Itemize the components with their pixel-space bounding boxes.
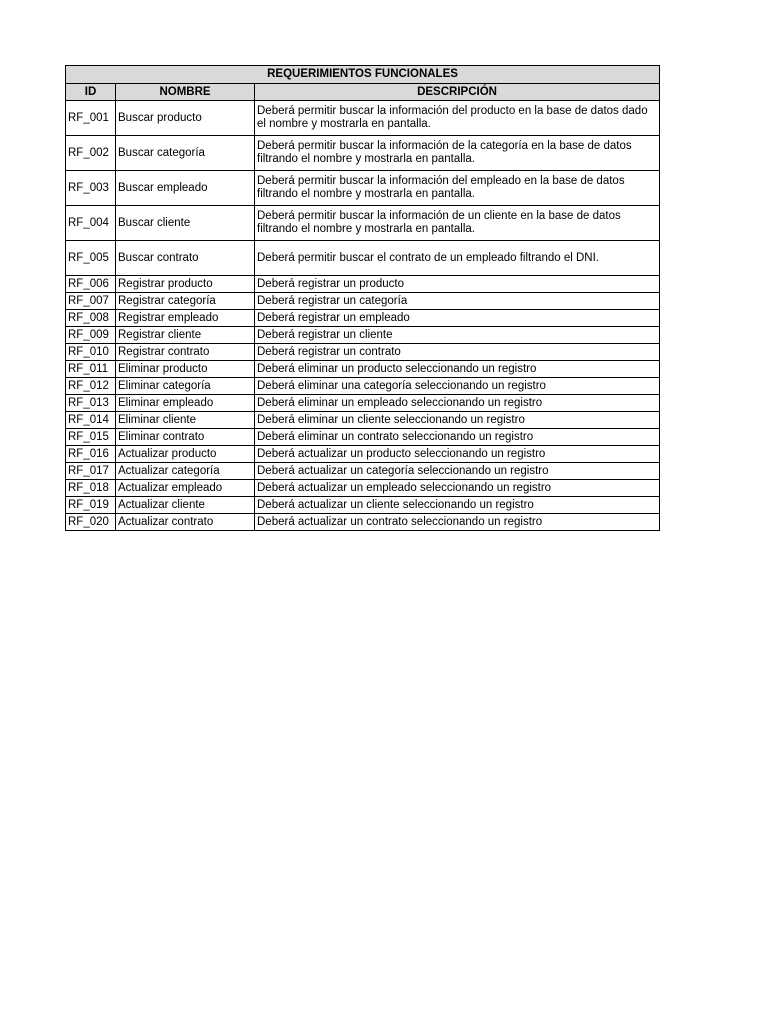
- row-name: Buscar empleado: [116, 171, 255, 206]
- row-description: Deberá actualizar un cliente seleccionando un registro: [255, 497, 660, 514]
- table-row: [66, 171, 660, 206]
- table-row: [66, 293, 660, 310]
- row-id: RF_019: [66, 497, 116, 514]
- row-name: Buscar contrato: [116, 241, 255, 276]
- row-description: Deberá eliminar un producto seleccionando un registro: [255, 361, 660, 378]
- table-row: [66, 429, 660, 446]
- row-id: RF_013: [66, 395, 116, 412]
- table-title-row: [66, 66, 660, 84]
- column-header-name: NOMBRE: [116, 84, 255, 101]
- table-row: [66, 463, 660, 480]
- row-description: Deberá permitir buscar la información de un cliente en la base de datos filtrando el nombre y mostrarla en pantalla.: [255, 206, 660, 241]
- row-id: RF_006: [66, 276, 116, 293]
- row-name: Buscar categoría: [116, 136, 255, 171]
- table-row: [66, 327, 660, 344]
- row-id: RF_002: [66, 136, 116, 171]
- row-id: RF_010: [66, 344, 116, 361]
- row-name: Actualizar contrato: [116, 514, 255, 531]
- table-title: REQUERIMIENTOS FUNCIONALES: [66, 66, 660, 84]
- row-description: Deberá registrar un cliente: [255, 327, 660, 344]
- row-name: Actualizar categoría: [116, 463, 255, 480]
- requirements-sheet: [65, 65, 659, 531]
- row-id: RF_005: [66, 241, 116, 276]
- row-name: Eliminar empleado: [116, 395, 255, 412]
- row-name: Buscar cliente: [116, 206, 255, 241]
- table-row: [66, 241, 660, 276]
- row-id: RF_003: [66, 171, 116, 206]
- row-description: Deberá actualizar un empleado seleccionando un registro: [255, 480, 660, 497]
- row-description: Deberá actualizar un producto seleccionando un registro: [255, 446, 660, 463]
- table-header-row: [66, 84, 660, 101]
- row-id: RF_007: [66, 293, 116, 310]
- row-name: Actualizar cliente: [116, 497, 255, 514]
- row-id: RF_014: [66, 412, 116, 429]
- row-description: Deberá permitir buscar la información del producto en la base de datos dado el nombre y mostrarla en pantalla.: [255, 101, 660, 136]
- table-row: [66, 395, 660, 412]
- requirements-table: [65, 65, 660, 531]
- row-name: Registrar producto: [116, 276, 255, 293]
- table-row: [66, 310, 660, 327]
- row-id: RF_016: [66, 446, 116, 463]
- row-name: Registrar categoría: [116, 293, 255, 310]
- row-id: RF_017: [66, 463, 116, 480]
- table-row: [66, 378, 660, 395]
- column-header-id: ID: [66, 84, 116, 101]
- row-name: Eliminar categoría: [116, 378, 255, 395]
- row-id: RF_011: [66, 361, 116, 378]
- row-description: Deberá actualizar un categoría seleccionando un registro: [255, 463, 660, 480]
- row-id: RF_009: [66, 327, 116, 344]
- row-description: Deberá actualizar un contrato seleccionando un registro: [255, 514, 660, 531]
- table-row: [66, 136, 660, 171]
- row-id: RF_020: [66, 514, 116, 531]
- row-description: Deberá eliminar un cliente seleccionando un registro: [255, 412, 660, 429]
- row-id: RF_015: [66, 429, 116, 446]
- column-header-description: DESCRIPCIÓN: [255, 84, 660, 101]
- row-id: RF_008: [66, 310, 116, 327]
- table-row: [66, 276, 660, 293]
- row-name: Actualizar empleado: [116, 480, 255, 497]
- table-row: [66, 206, 660, 241]
- row-description: Deberá permitir buscar la información de la categoría en la base de datos filtrando el nombre y mostrarla en pantalla.: [255, 136, 660, 171]
- table-row: [66, 361, 660, 378]
- row-id: RF_001: [66, 101, 116, 136]
- row-description: Deberá eliminar un contrato seleccionando un registro: [255, 429, 660, 446]
- row-id: RF_012: [66, 378, 116, 395]
- row-description: Deberá registrar un empleado: [255, 310, 660, 327]
- row-description: Deberá eliminar una categoría seleccionando un registro: [255, 378, 660, 395]
- row-id: RF_004: [66, 206, 116, 241]
- table-row: [66, 344, 660, 361]
- table-row: [66, 497, 660, 514]
- row-name: Actualizar producto: [116, 446, 255, 463]
- row-description: Deberá registrar un contrato: [255, 344, 660, 361]
- table-row: [66, 480, 660, 497]
- row-description: Deberá permitir buscar la información del empleado en la base de datos filtrando el nombre y mostrarla en pantalla.: [255, 171, 660, 206]
- table-row: [66, 446, 660, 463]
- row-name: Buscar producto: [116, 101, 255, 136]
- row-name: Registrar empleado: [116, 310, 255, 327]
- row-description: Deberá permitir buscar el contrato de un empleado filtrando el DNI.: [255, 241, 660, 276]
- row-description: Deberá registrar un producto: [255, 276, 660, 293]
- row-description: Deberá registrar un categoría: [255, 293, 660, 310]
- row-description: Deberá eliminar un empleado seleccionando un registro: [255, 395, 660, 412]
- row-name: Registrar cliente: [116, 327, 255, 344]
- row-name: Eliminar producto: [116, 361, 255, 378]
- table-row: [66, 514, 660, 531]
- row-name: Eliminar contrato: [116, 429, 255, 446]
- row-id: RF_018: [66, 480, 116, 497]
- table-row: [66, 412, 660, 429]
- row-name: Registrar contrato: [116, 344, 255, 361]
- row-name: Eliminar cliente: [116, 412, 255, 429]
- table-row: [66, 101, 660, 136]
